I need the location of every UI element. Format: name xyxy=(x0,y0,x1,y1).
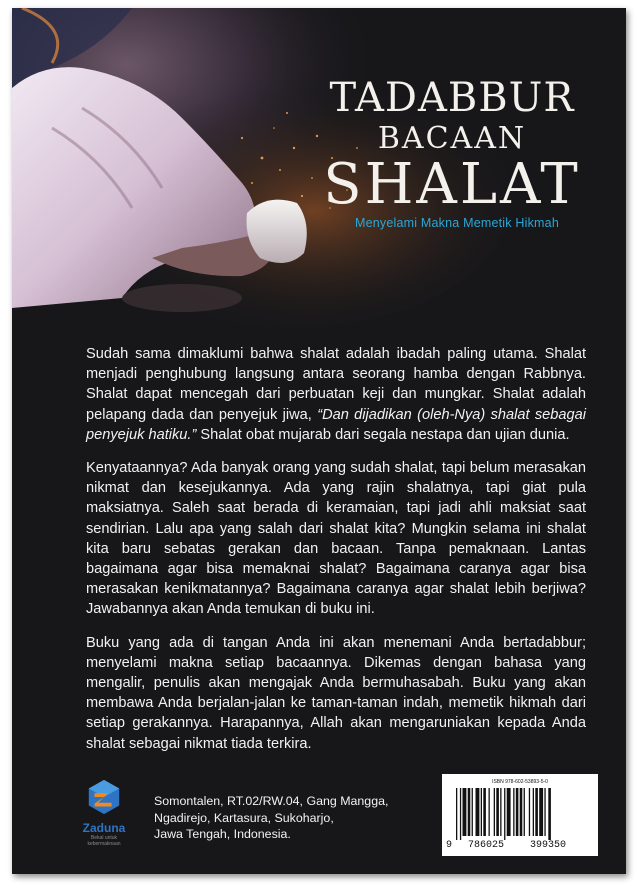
blurb-paragraph-1 xyxy=(86,344,586,445)
blurb-paragraph-3: Buku yang ada di tangan Anda ini akan menemani Anda bertadabbur; menyelami makna setiap bacaannya. Dikemas dengan bahasa yang mengalir, penulis akan mengajak Anda bermuhasabah. Buku yang akan membawa Anda berjalan-jalan ke taman-taman indah, memetik hikmah dari setiap gerakannya. Harapannya, Allah akan mengaruniakan kepada Anda shalat sebagai nikmat tiada terkira. xyxy=(86,634,586,752)
barcode-bar xyxy=(539,788,543,836)
isbn-barcode xyxy=(442,774,598,856)
isbn-label: ISBN 978-602-53893-5-0 xyxy=(492,779,548,785)
blurb-p1-text: Sudah sama dimaklumi bahwa shalat adalah ibadah paling utama. Shalat menjadi penghubung langsung antara seorang hamba dengan Rabbnya. Shalat dapat mencegah dari perbuatan keji dan mungkar. Shalat adalah pelapang dada dan penyejuk jiwa, xyxy=(86,346,586,423)
barcode-bar xyxy=(463,788,467,836)
barcode-digit-first: 9 xyxy=(446,840,453,851)
barcode-digits-right: 399350 xyxy=(530,840,567,851)
barcode-bar xyxy=(516,788,519,836)
address-line-3: Jawa Tengah, Indonesia. xyxy=(154,827,291,841)
barcode-bar xyxy=(500,788,501,836)
address-line-1: Somontalen, RT.02/RW.04, Gang Mangga, xyxy=(154,794,389,808)
publisher-address xyxy=(154,793,388,843)
barcode-bar xyxy=(460,788,461,840)
blurb-paragraph-2: Kenyataannya? Ada banyak orang yang sudah shalat, tapi belum merasakan nikmat dan kesejukannya. Ada yang rajin shalatnya, tapi giat pula maksiatnya. Saleh saat berada di keramaian, tapi jadi ahli maksiat saat sendirian. Lalu apa yang salah dari shalat kita? Mungkin selama ini shalat kita baru sebatas gerakan dan bacaan. Tanpa pemaknaan. Lantas bagaimana agar bisa memaknai shalat? Bagaimana caranya agar bisa merasakan kenikmatannya? Bagaimana caranya agar shalat lebih berjiwa? Jawabannya akan Anda temukan di buku ini. xyxy=(86,460,586,618)
blurb-p1-text-end: Shalat obat mujarab dari segala nestapa dan ujian dunia. xyxy=(196,426,570,443)
barcode-bar xyxy=(548,788,551,840)
barcode-bar xyxy=(456,788,457,840)
barcode-bar xyxy=(496,788,499,836)
title-line-2: BACAAN xyxy=(377,121,527,156)
barcode-bar xyxy=(507,788,511,836)
barcode-digits-left: 786025 xyxy=(468,840,505,851)
barcode-bar xyxy=(535,788,538,836)
title-line-3: SHALAT xyxy=(323,152,581,217)
book-back-cover xyxy=(12,8,626,874)
barcode-bar xyxy=(524,788,525,836)
publisher-tagline: Bekal untuk kebermaknaan xyxy=(87,835,121,847)
barcode-bar xyxy=(533,788,534,836)
title-line-1: TADABBUR xyxy=(329,75,575,121)
book-title xyxy=(292,75,612,217)
barcode-bar xyxy=(513,788,514,836)
barcode-bar xyxy=(520,788,523,836)
barcode-bar xyxy=(544,788,545,836)
barcode-bar xyxy=(529,788,530,836)
publisher-logo xyxy=(74,778,134,847)
publisher-name: Zaduna xyxy=(82,821,126,835)
barcode-bar xyxy=(504,788,505,840)
zaduna-logo-icon xyxy=(85,778,123,816)
barcode-bar xyxy=(494,788,495,836)
barcode-bar xyxy=(476,788,480,836)
barcode-bar xyxy=(468,788,471,836)
address-line-2: Ngadirejo, Kartasura, Sukoharjo, xyxy=(154,810,334,825)
barcode-bar xyxy=(483,788,486,836)
barcode-bar xyxy=(472,788,473,836)
barcode-bar xyxy=(481,788,482,836)
book-subtitle: Menyelami Makna Memetik Hikmah xyxy=(355,216,559,230)
blurb-p1-quote: “Dan dijadikan (oleh-Nya) shalat sebagai penyejuk hatiku.” xyxy=(86,406,586,443)
barcode-bars xyxy=(456,788,584,840)
blurb-text xyxy=(86,344,586,754)
barcode-bar xyxy=(489,788,490,836)
